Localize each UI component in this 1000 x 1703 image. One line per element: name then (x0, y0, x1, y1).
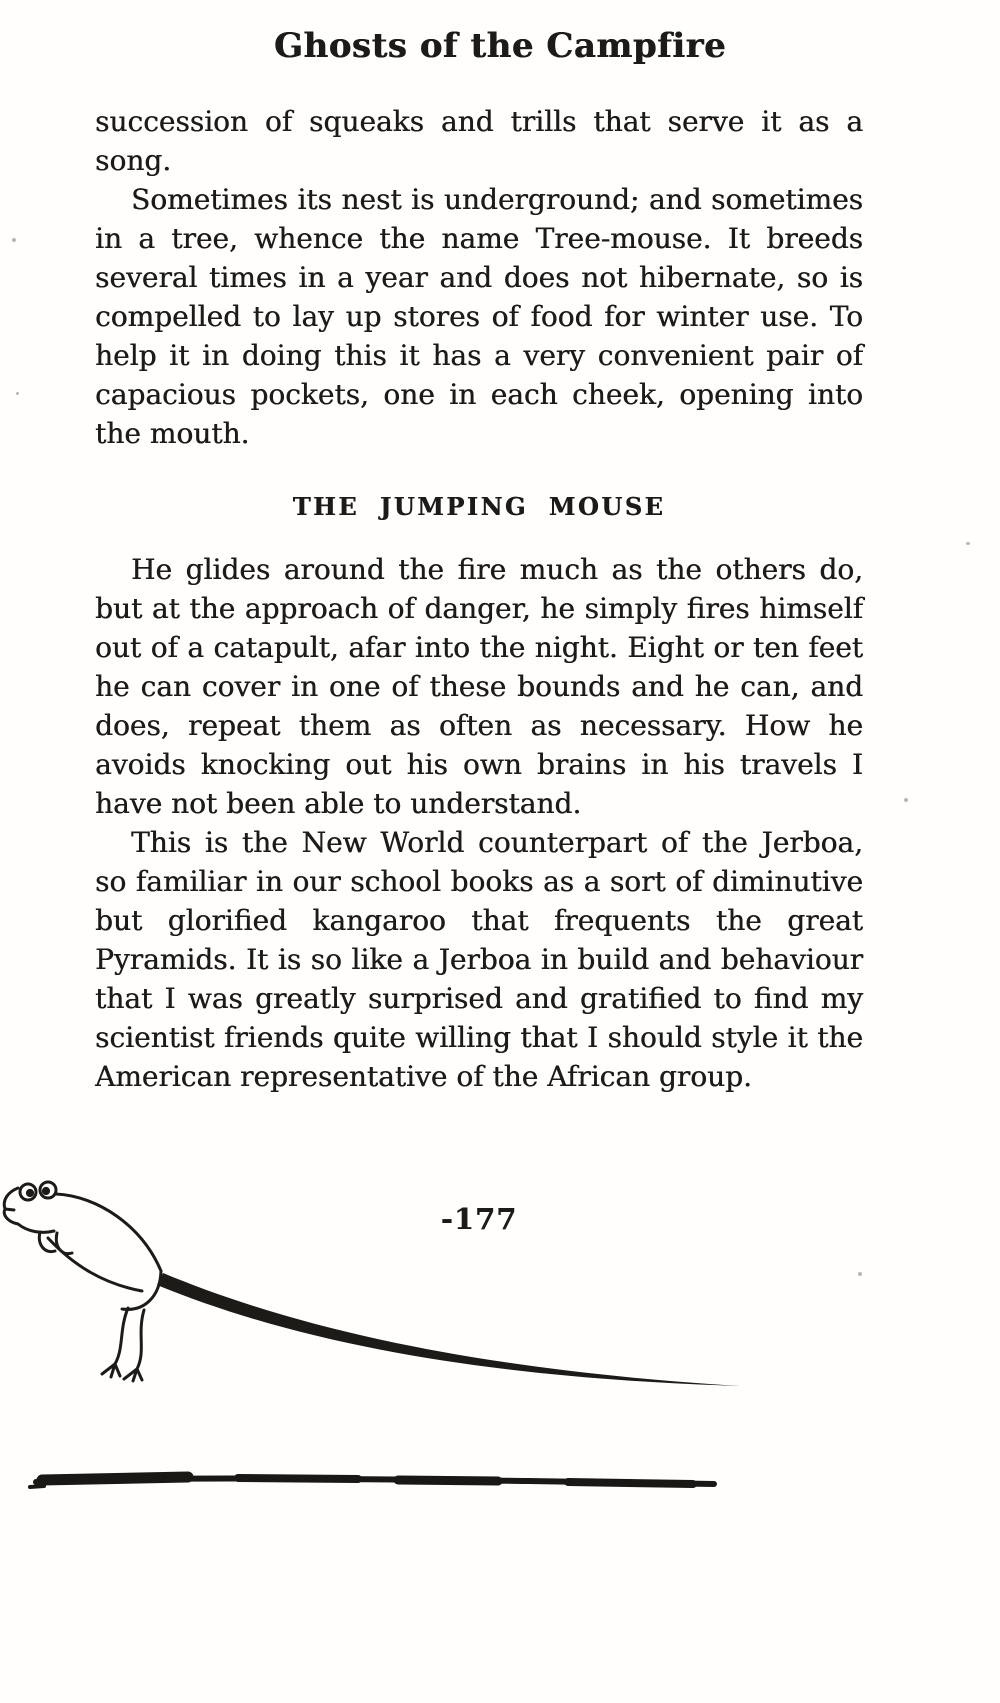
paragraph: This is the New World counterpart of the Jerboa, so familiar in our school books as a sort of diminutive but glorified kangaroo that frequents the great Pyramids. It is so like a Jerboa in build and behaviour that I was greatly surprised and gratified to find my scientist friends quite willing that I should style it the American representative of the African group. (95, 826, 863, 1093)
page-body (95, 102, 863, 1096)
scan-speck (858, 1272, 862, 1276)
running-head: Ghosts of the Campfire (273, 26, 727, 66)
scan-speck (904, 798, 908, 802)
paragraph: succession of squeaks and trills that serve it as a song. (95, 105, 863, 177)
paragraph: He glides around the fire much as the others do, but at the approach of danger, he simply fires himself out of a catapult, afar into the night. Eight or ten feet he can cover in one of these bounds and he can, and does, repeat them as often as necessary. How he avoids knocking out his own brains in his travels I have not been able to understand. (95, 553, 863, 820)
jumping-mouse-illustration (0, 1178, 760, 1413)
scan-speck (966, 542, 970, 545)
section-heading: THE JUMPING MOUSE (292, 492, 666, 521)
scan-artifact-line (28, 1466, 723, 1496)
mouse-tail (157, 1273, 740, 1386)
paragraph: Sometimes its nest is underground; and sometimes in a tree, whence the name Tree-mouse. It breeds several times in a year and does not hibernate, so is compelled to lay up stores of food for winter use. To help it in doing this it has a very convenient pair of capacious pockets, one in each cheek, opening into the mouth. (95, 183, 863, 450)
scan-speck (16, 392, 19, 395)
page-number: -177 (440, 1202, 518, 1236)
scan-speck (12, 238, 16, 242)
